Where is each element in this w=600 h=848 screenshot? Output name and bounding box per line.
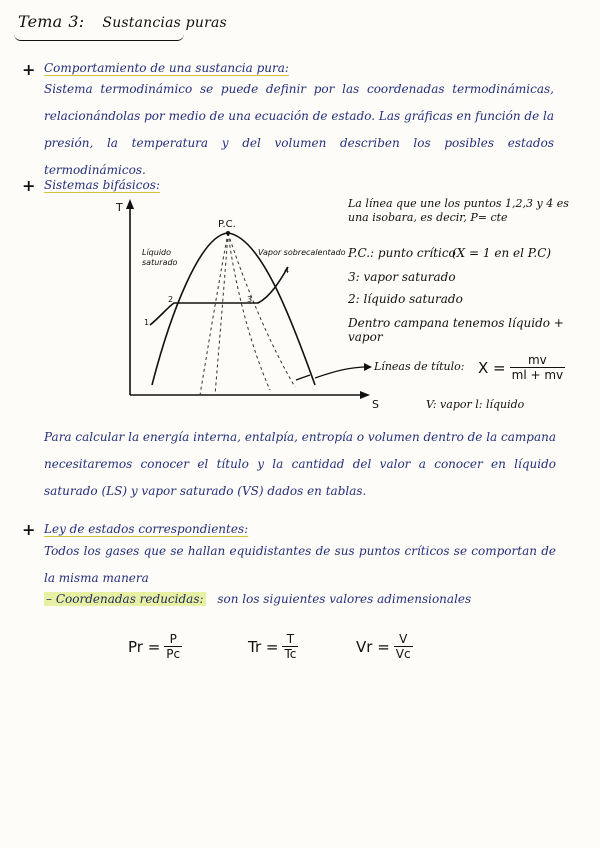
formula-tr-lhs: Tr = xyxy=(248,637,279,656)
reduced-coordinates-line xyxy=(44,592,471,606)
quality-num: mv xyxy=(527,353,547,367)
sub-text: son los siguientes valores adimensionales xyxy=(217,592,472,606)
quality-den: ml + mv xyxy=(511,368,564,382)
titulo-arrowhead xyxy=(364,363,372,371)
x-axis-label: S xyxy=(372,398,379,410)
quality-fraction xyxy=(510,353,566,382)
quality-formula xyxy=(478,353,565,382)
sub-head: Coordenadas reducidas: xyxy=(55,592,204,606)
x-note: (X = 1 en el P.C) xyxy=(452,246,552,260)
point-1: 1 xyxy=(144,318,150,327)
point-3: 3 xyxy=(247,295,253,304)
ts-diagram xyxy=(110,195,380,410)
title-name: Sustancias puras xyxy=(102,15,227,31)
campana-note: Dentro campana tenemos líquido + vapor xyxy=(348,316,564,344)
vapor-label: Vapor sobrecalentado xyxy=(258,248,346,257)
formula-pr-num: P xyxy=(169,632,177,646)
x-axis-arrow xyxy=(360,391,370,399)
formula-pr xyxy=(128,632,182,661)
formula-vr-fraction xyxy=(394,632,413,661)
section3-text: Todos los gases que se hallan equidistantes de sus puntos críticos se comportan de la misma manera xyxy=(44,544,556,585)
section2-heading: Sistemas bifásicos: xyxy=(44,178,160,192)
formula-tr xyxy=(248,632,298,661)
section1-heading: Comportamiento de una sustancia pura: xyxy=(44,61,289,75)
y-axis-label: T xyxy=(116,201,123,214)
y-axis-arrow xyxy=(126,199,134,209)
sub-dash: – xyxy=(46,592,52,606)
formula-pr-fraction xyxy=(164,632,182,661)
title-tema: Tema xyxy=(18,12,63,31)
vapor-liquido-note: V: vapor l: líquido xyxy=(426,398,525,411)
formula-tr-num: T xyxy=(286,632,295,646)
isobar-note: La línea que une los puntos 1,2,3 y 4 es una isobara, es decir, P= cte xyxy=(348,197,569,224)
liquido-label-1: Líquido xyxy=(142,248,172,257)
point2-note: 2: líquido saturado xyxy=(348,292,463,306)
formula-pr-lhs: Pr = xyxy=(128,637,161,656)
section3-heading: Ley de estados correspondientes: xyxy=(44,522,249,536)
liquido-label-2: saturado xyxy=(142,258,178,267)
section3-bullet: + xyxy=(22,520,36,539)
section2-bullet: + xyxy=(22,176,36,195)
titulo-bracket xyxy=(296,375,310,380)
title-number: 3: xyxy=(68,12,85,31)
reduced-coordinates-heading xyxy=(44,592,206,606)
quality-line-1 xyxy=(200,233,228,395)
point-2: 2 xyxy=(168,295,174,304)
titulo-lines-note: Líneas de título: xyxy=(374,360,465,373)
pc-point xyxy=(226,231,230,235)
formula-vr-num: V xyxy=(399,632,408,646)
point3-note: 3: vapor saturado xyxy=(348,270,456,284)
formula-tr-den: Tc xyxy=(284,647,297,661)
formula-vr-den: Vc xyxy=(395,647,411,661)
pc-label: P.C. xyxy=(218,219,236,230)
titulo-arrow xyxy=(315,367,368,378)
formula-vr xyxy=(356,632,413,661)
formula-pr-den: Pc xyxy=(166,647,181,661)
section1-text: Sistema termodinámico se puede definir por las coordenadas termodinámicas, relacionándolas por medio de una ecuación de estado. Las gráficas en función de la presión, la temperatura y del volumen describen los posibles estados termodinámicos. xyxy=(44,82,554,177)
point-4: 4 xyxy=(284,266,290,275)
pc-note: P.C.: punto crítico xyxy=(348,246,456,260)
section1-bullet: + xyxy=(22,60,36,79)
quality-lhs: X = xyxy=(478,358,506,377)
quality-line-2 xyxy=(215,233,228,395)
formula-vr-lhs: Vr = xyxy=(356,637,390,656)
formula-tr-fraction xyxy=(282,632,298,661)
section2-text: Para calcular la energía interna, entalpía, entropía o volumen dentro de la campana necesitaremos conocer el título y la cantidad del valor a conocer en líquido saturado (LS) y vapor saturado (VS) dados en tablas. xyxy=(44,430,556,498)
title-underline xyxy=(14,34,184,41)
